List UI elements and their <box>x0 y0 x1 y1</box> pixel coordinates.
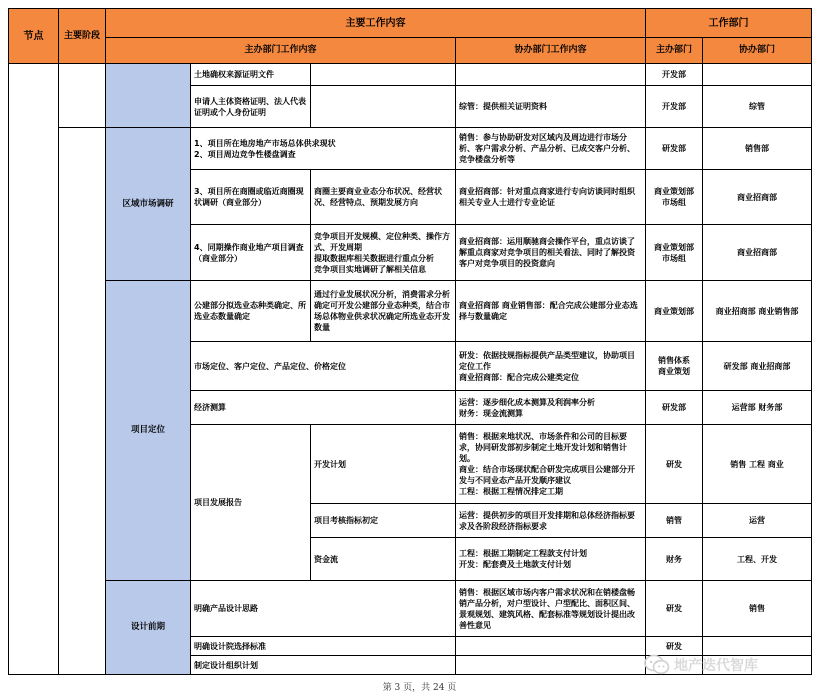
assist-cash-flow: 工程：根据工期制定工程款支付计划 开发：配套费及土地款支付计划 <box>455 537 646 581</box>
task-positioning: 市场定位、客户定位、产品定位、价格定位 <box>190 341 456 391</box>
header-work-dept: 工作部门 <box>645 8 812 38</box>
lead-dept-competitor-survey: 商业策划部 市场组 <box>645 224 703 281</box>
header-lead-work: 主办部门工作内容 <box>105 37 456 64</box>
task-applicant-cert: 申请人主体资格证明、法人代表证明或个人身份证明 <box>190 85 311 128</box>
assist-dept-development-plan: 销售 工程 商业 <box>702 424 812 504</box>
assist-dept-competitor-survey: 商业招商部 <box>702 224 812 281</box>
assist-dept-positioning: 研发部 商业招商部 <box>702 341 812 391</box>
stage-market-research: 区域市场调研 <box>105 127 191 281</box>
sub-business-type: 通过行业发展状况分析，消费需求分析确定可开发公建部分业态种类，结合市场总体物业供求状况确定所选业态开发数量 <box>310 280 456 342</box>
assist-positioning: 研发：依据技规指标提供产品类型建议，协助项目定位工作 商业招商部：配合完成公建类定位 <box>455 341 646 391</box>
lead-dept-land-cert: 开发部 <box>645 63 703 86</box>
assist-dept-market-supply: 销售部 <box>702 127 812 170</box>
task-business-type: 公建部分拟选业态种类确定、所选业态数量确定 <box>190 280 311 342</box>
sub-trade-area: 商圈主要商业业态分布状况、经营状况、经营特点、预期发展方向 <box>310 169 456 225</box>
assist-design-institute-criteria <box>455 636 646 656</box>
sub-cash-flow: 资金流 <box>310 537 456 581</box>
task-land-cert: 土地确权来源证明文件 <box>190 63 311 86</box>
lead-dept-applicant-cert: 开发部 <box>645 85 703 128</box>
lead-dept-trade-area: 商业策划部 市场组 <box>645 169 703 225</box>
task-trade-area: 3、项目所在商圈或临近商圈现状调研（商业部分） <box>190 169 311 225</box>
wechat-icon <box>644 654 670 676</box>
stage-design-preliminary: 设计前期 <box>105 580 191 675</box>
assist-dept-business-type: 商业招商部 商业销售部 <box>702 280 812 342</box>
sub-land-cert <box>310 63 456 86</box>
assist-development-plan: 销售：根据来地状况、市场条件和公司的目标要求，协同研发部初步制定土地开发计划和销售计划。 商业：结合市场现状配合研发完成项目公建部分开发与不同业态产品开发顺序建议 工程：根据工程情况排定工期 <box>455 424 646 504</box>
assist-applicant-cert: 综管：提供相关证明资料 <box>455 85 646 128</box>
lead-dept-design-concept: 研发 <box>645 580 703 637</box>
assist-design-concept: 销售：根据区域市场内客户需求状况和在销楼盘畅销产品分析，对户型设计、户型配比、面积区间、景观规划、建筑风格、配套标准等规划设计提出改善性意见 <box>455 580 646 637</box>
lead-dept-business-type: 商业策划部 <box>645 280 703 342</box>
task-design-institute-criteria: 明确设计院选择标准 <box>190 636 456 656</box>
lead-dept-economic-calc: 研发部 <box>645 390 703 425</box>
task-design-plan: 制定设计组织计划 <box>190 655 456 675</box>
assist-economic-calc: 运营：逐步细化成本测算及利润率分析 财务：现金流测算 <box>455 390 646 425</box>
sub-applicant-cert <box>310 85 456 128</box>
assist-dept-trade-area: 商业招商部 <box>702 169 812 225</box>
main-stage-cell <box>58 127 106 675</box>
lead-dept-kpi-draft: 销管 <box>645 503 703 538</box>
main-stage-cell-top <box>58 63 106 128</box>
assist-dept-cash-flow: 工程、开发 <box>702 537 812 581</box>
header-assist-work: 协办部门工作内容 <box>455 37 646 64</box>
header-assist-dept: 协办部门 <box>702 37 812 64</box>
assist-dept-design-concept: 销售 <box>702 580 812 637</box>
lead-dept-market-supply: 研发部 <box>645 127 703 170</box>
assist-kpi-draft: 运营：提供初步的项目开发排期和总体经济指标要求及各阶段经济指标要求 <box>455 503 646 538</box>
assist-business-type: 商业招商部 商业销售部：配合完成公建部分业态选择与数量确定 <box>455 280 646 342</box>
lead-dept-design-institute-criteria: 研发 <box>645 636 703 656</box>
stage-project-positioning: 项目定位 <box>105 280 191 581</box>
task-market-supply: 1、项目所在地房地产市场总体供求现状 2、项目周边竞争性楼盘调查 <box>190 127 456 170</box>
header-main-work: 主要工作内容 <box>105 8 646 38</box>
sub-competitor-survey: 竞争项目开发规模、定位种类、操作方式、开发周期 提取数据库相关数据进行重点分析 竞争项目实地调研了解相关信息 <box>310 224 456 281</box>
header-lead-dept: 主办部门 <box>645 37 703 64</box>
assist-land-cert <box>455 63 646 86</box>
task-economic-calc: 经济测算 <box>190 390 456 425</box>
header-main-stage: 主要阶段 <box>58 8 106 64</box>
task-design-concept: 明确产品设计思路 <box>190 580 456 637</box>
assist-design-plan <box>455 655 646 675</box>
assist-dept-economic-calc: 运营部 财务部 <box>702 390 812 425</box>
assist-market-supply: 销售：参与协助研发对区域内及周边进行市场分析、客户需求分析、产品分析、已成交客户分析、竞争楼盘分析等 <box>455 127 646 170</box>
lead-dept-cash-flow: 财务 <box>645 537 703 581</box>
lead-dept-positioning: 销售体系 商业策划 <box>645 341 703 391</box>
assist-dept-applicant-cert: 综管 <box>702 85 812 128</box>
lead-dept-development-plan: 研发 <box>645 424 703 504</box>
assist-dept-land-cert <box>702 63 812 86</box>
task-development-report: 项目发展报告 <box>190 424 311 581</box>
task-competitor-survey: 4、同期操作商业地产项目调查（商业部分） <box>190 224 311 281</box>
watermark <box>644 652 839 678</box>
watermark-text: 地产迭代智库 <box>674 658 758 674</box>
sub-development-plan: 开发计划 <box>310 424 456 504</box>
stage-land-blank <box>105 63 191 128</box>
header-node: 节点 <box>8 8 59 64</box>
assist-dept-kpi-draft: 运营 <box>702 503 812 538</box>
assist-trade-area: 商业招商部：针对重点商家进行专向访谈同时组织相关专业人士进行专业论证 <box>455 169 646 225</box>
page-footer: 第 3 页，共 24 页 <box>382 683 457 693</box>
sub-kpi-draft: 项目考核指标初定 <box>310 503 456 538</box>
node-column <box>8 63 59 675</box>
assist-competitor-survey: 商业招商部：运用顺驰商会操作平台，重点访谈了解重点商家对竞争项目的相关看法、同时了解投资客户对竞争项目的投资意向 <box>455 224 646 281</box>
